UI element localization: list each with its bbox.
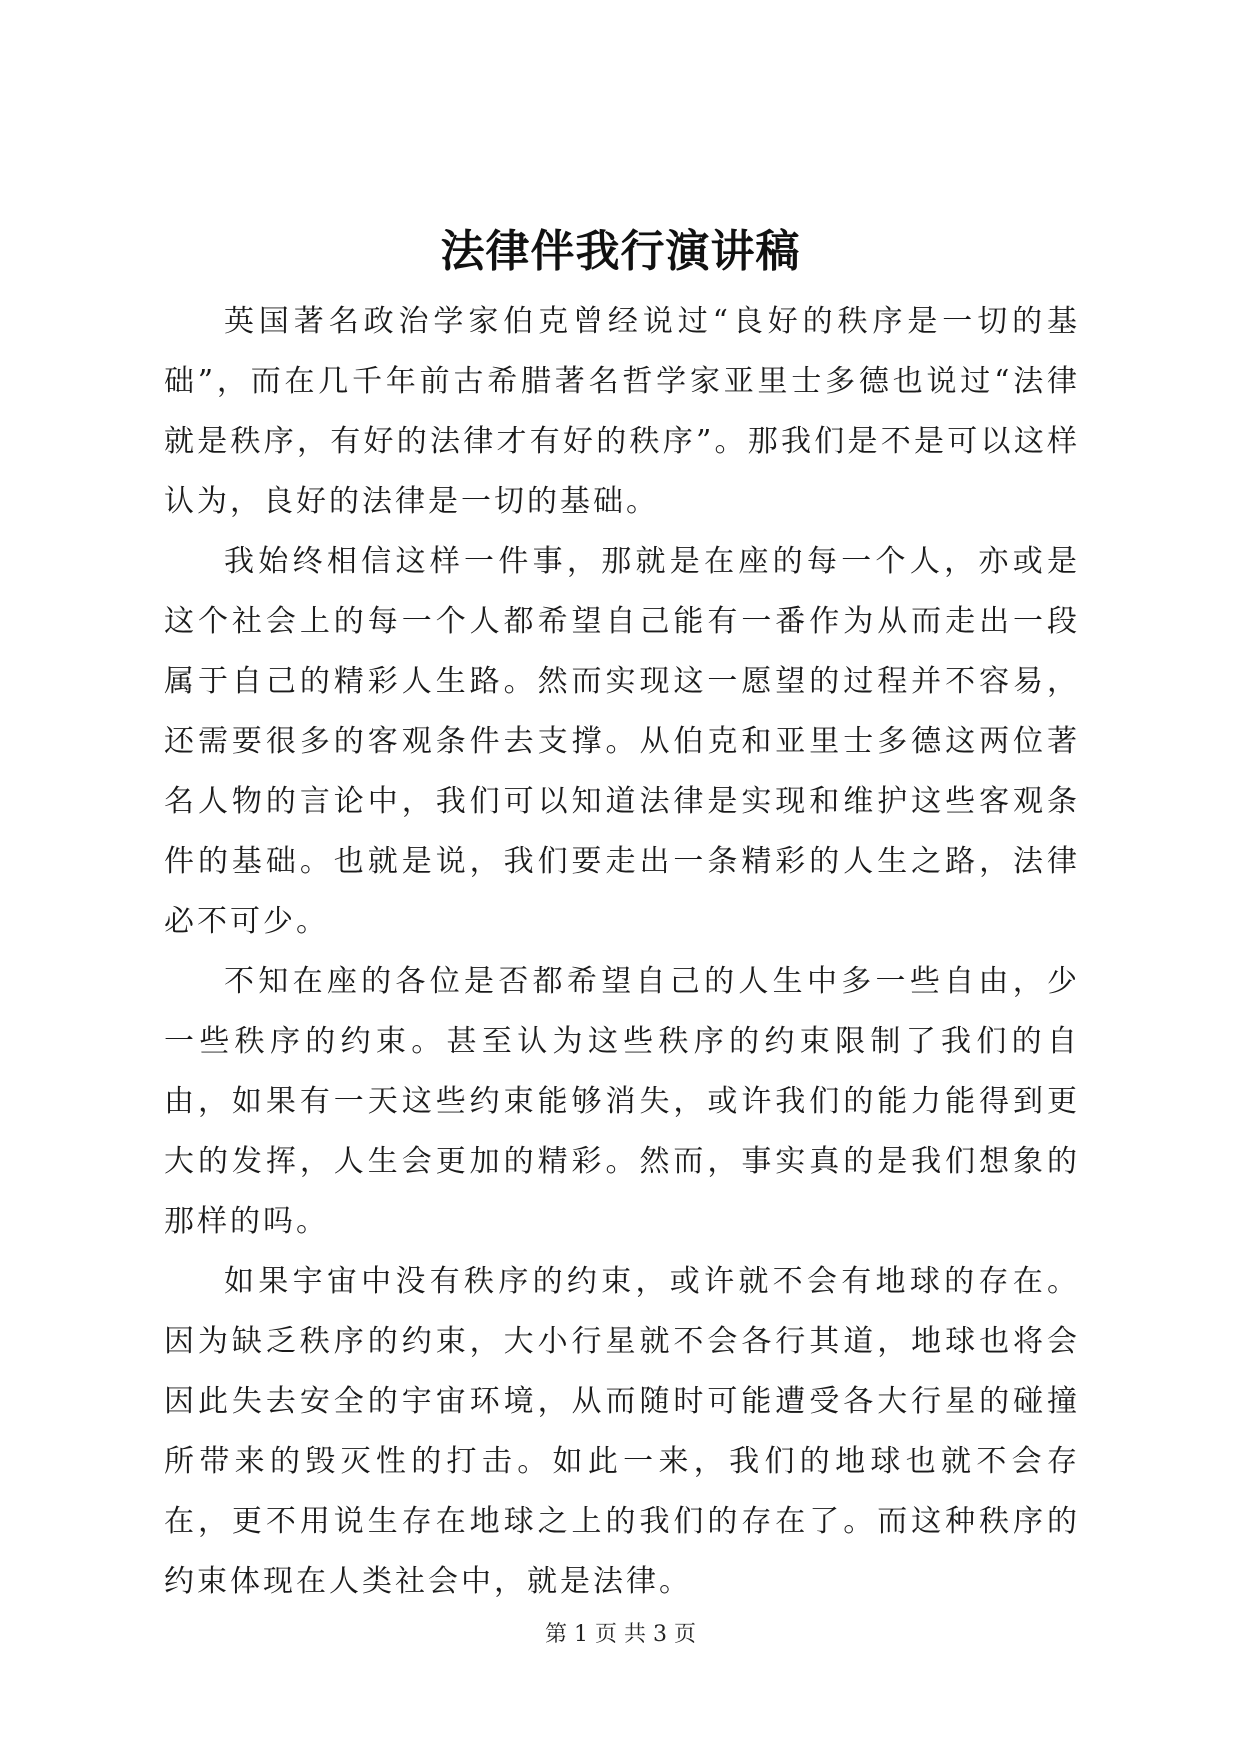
document-body xyxy=(164,292,1080,1612)
paragraph: 如果宇宙中没有秩序的约束，或许就不会有地球的存在。因为缺乏秩序的约束，大小行星就不会各行其道，地球也将会因此失去安全的宇宙环境，从而随时可能遭受各大行星的碰撞所带来的毁灭性的打击。如此一来，我们的地球也就不会存在，更不用说生存在地球之上的我们的存在了。而这种秩序的约束体现在人类社会中，就是法律。 xyxy=(164,1264,1080,1599)
paragraph: 英国著名政治学家伯克曾经说过“良好的秩序是一切的基础”，而在几千年前古希腊著名哲学家亚里士多德也说过“法律就是秩序，有好的法律才有好的秩序”。那我们是不是可以这样认为，良好的法律是一切的基础。 xyxy=(164,304,1080,519)
page-number-footer: 第 1 页 共 3 页 xyxy=(545,1622,696,1647)
paragraph: 我始终相信这样一件事，那就是在座的每一个人，亦或是这个社会上的每一个人都希望自己能有一番作为从而走出一段属于自己的精彩人生路。然而实现这一愿望的过程并不容易，还需要很多的客观条件去支撑。从伯克和亚里士多德这两位著名人物的言论中，我们可以知道法律是实现和维护这些客观条件的基础。也就是说，我们要走出一条精彩的人生之路，法律必不可少。 xyxy=(164,544,1080,939)
document-title: 法律伴我行演讲稿 xyxy=(440,226,801,277)
paragraph: 不知在座的各位是否都希望自己的人生中多一些自由，少一些秩序的约束。甚至认为这些秩序的约束限制了我们的自由，如果有一天这些约束能够消失，或许我们的能力能得到更大的发挥，人生会更加的精彩。然而，事实真的是我们想象的那样的吗。 xyxy=(164,964,1080,1239)
